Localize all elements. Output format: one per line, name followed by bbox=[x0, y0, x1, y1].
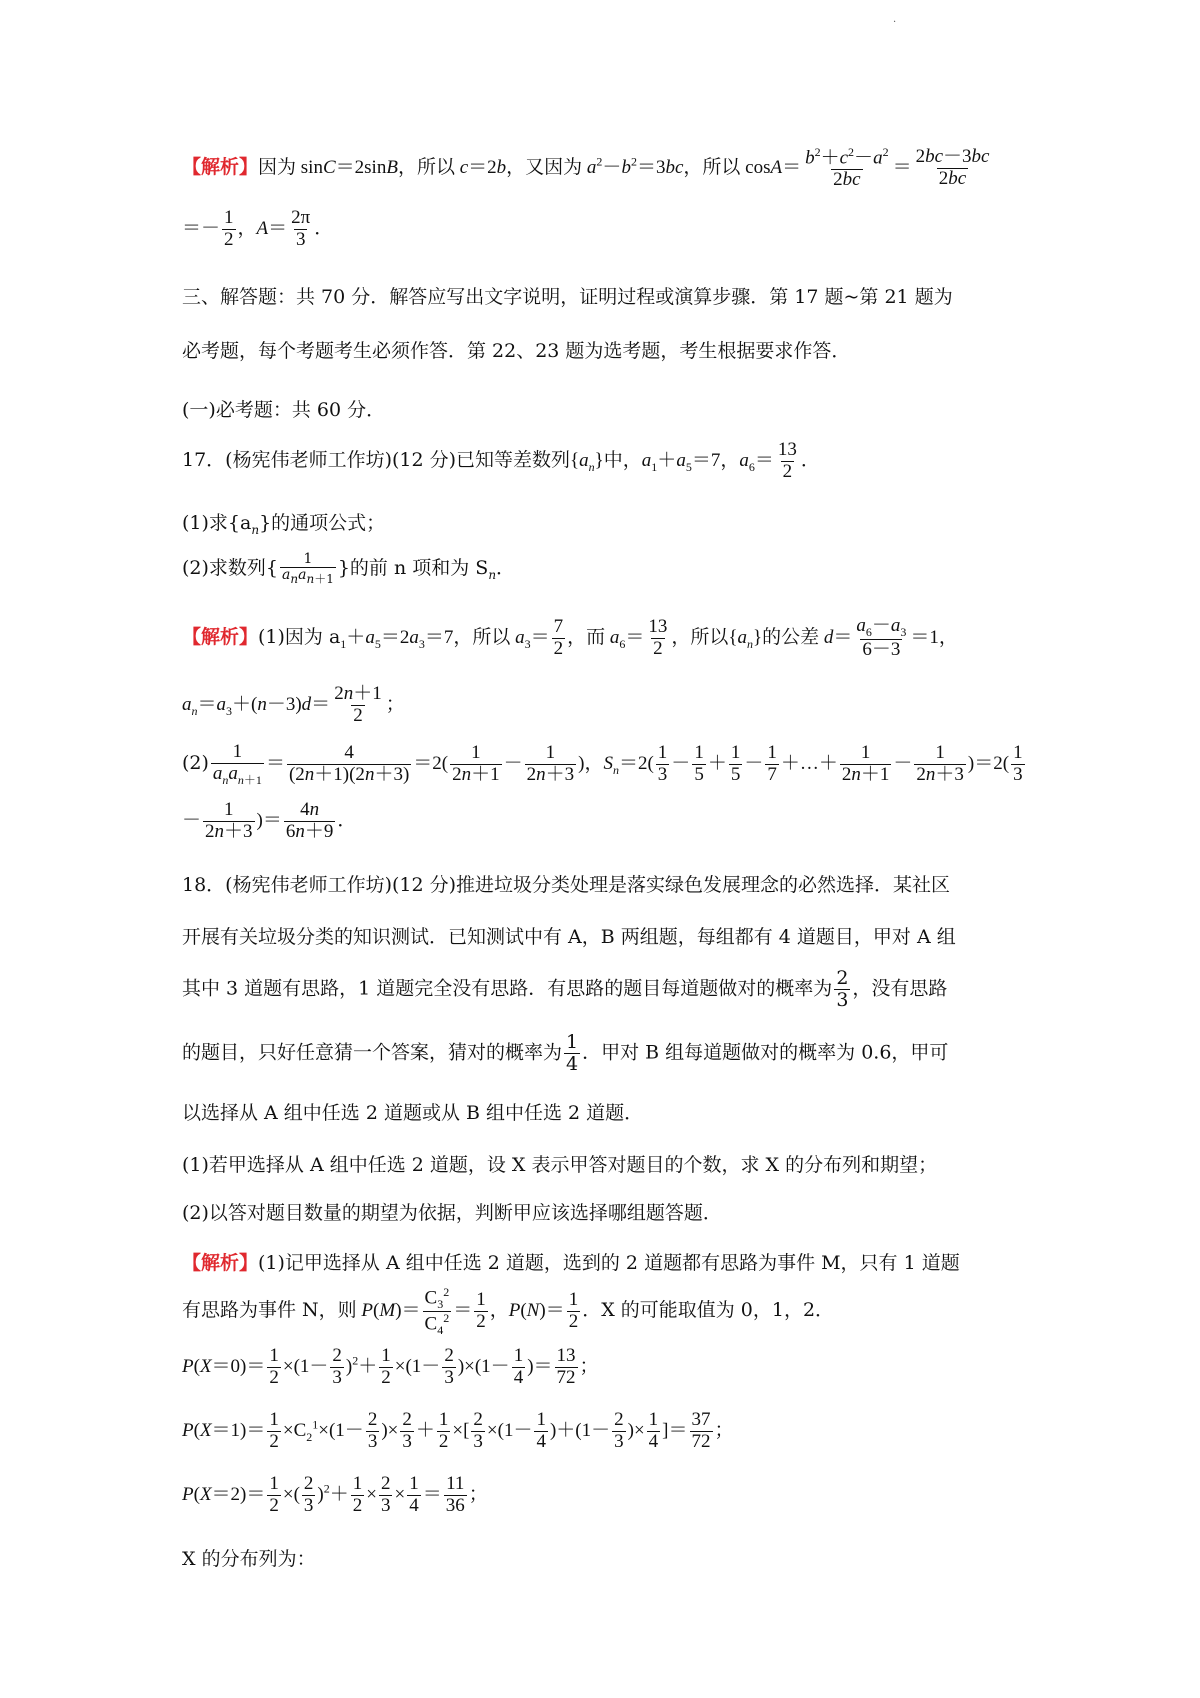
section-title-line2: 必考题，每个考题考生必须作答．第 22、23 题为选考题，考生根据要求作答． bbox=[182, 340, 851, 362]
section-title-line1: 三、解答题：共 70 分．解答应写出文字说明，证明过程或演算步骤．第 17 题~第 21 题为 bbox=[182, 286, 953, 308]
section-subtitle: (一)必考题：共 60 分． bbox=[182, 399, 386, 421]
q18-part2: (2)以答对题目数量的期望为依据，判断甲应该选择哪组题答题． bbox=[182, 1202, 722, 1224]
q17-solution-line1: 【解析】(1)因为 $a_1+a_5=2a_3=7$，所以 $a_3=$ $\frac{7}{2}$ ，而 $a_6=$ $\frac{13}{2}$ ，所以$\{a_n\}$的公差 d＝ $\frac{a_6-a_3}{6-3}$ ＝1， bbox=[182, 615, 958, 660]
q17-part1: (1)求$\{a_n\}$的通项公式； bbox=[182, 512, 386, 537]
q17-stem: 17．(杨宪伟老师工作坊)(12 分)已知等差数列$\{a_n\}$中，$a_1+a_5=7$，$a_6=$ $\frac{13}{2}$ ． bbox=[182, 439, 820, 482]
q17-solution-line3: (2) $\frac{1}{a_na_{n+1}}$ ＝ $\frac{4}{(2n+1)(2n+3)}$ ＝2( $\frac{1}{2n+1}$ － $\frac{1}{2n+3}$ )，$S_n=2$( $\frac{1}{3}$ － $\frac{1}{5}$ ＋ $\frac{1}{5}$ － $\frac{1}{7}$ ＋…＋ $\frac{1}{2n+1}$ － $\frac{1}{2n+3}$ )＝2( $\frac{1}{3}$ bbox=[182, 741, 1023, 787]
page-mark: . bbox=[893, 14, 897, 25]
q18-px0: P(X＝0)＝ $\frac{1}{2}$ ×(1－ $\frac{2}{3}$ )$^2$＋ $\frac{1}{2}$ ×(1－ $\frac{2}{3}$ )×(1－ $\frac{1}{4}$ )＝ $\frac{13}{72}$ ； bbox=[182, 1345, 599, 1388]
q18-stem-line1: 18．(杨宪伟老师工作坊)(12 分)推进垃圾分类处理是落实绿色发展理念的必然选择．某社区 bbox=[182, 874, 951, 896]
q18-solution-line2: 有思路为事件 N，则 P(M)＝ $\frac{C_3^2}{C_4^2}$ ＝ $\frac{1}{2}$ ，P(N)＝ $\frac{1}{2}$ ．X 的可能取值为 0，1，2． bbox=[182, 1285, 835, 1338]
q18-part1: (1)若甲选择从 A 组中任选 2 道题，设 X 表示甲答对题目的个数，求 X 的分布列和期望； bbox=[182, 1154, 938, 1176]
q18-px2: P(X＝2)＝ $\frac{1}{2}$ ×( $\frac{2}{3}$ )$^2$＋ $\frac{1}{2}$ × $\frac{2}{3}$ × $\frac{1}{4}$ ＝ $\frac{11}{36}$ ； bbox=[182, 1473, 488, 1516]
jiexi-label: 【解析】 bbox=[182, 155, 259, 178]
q18-stem-line3: 其中 3 道题有思路，1 道题完全没有思路．有思路的题目每道题做对的概率为 $\frac{2}{3}$ ，没有思路 bbox=[182, 967, 948, 1011]
q18-solution-line1: 【解析】(1)记甲选择从 A 组中任选 2 道题，选到的 2 道题都有思路为事件 M，只有 1 道题 bbox=[182, 1252, 960, 1274]
q18-stem-line2: 开展有关垃圾分类的知识测试．已知测试中有 A，B 两组题，每组都有 4 道题目，甲对 A 组 bbox=[182, 926, 956, 948]
prev-solution-line2: ＝－ $\frac{1}{2}$ ，A＝ $\frac{2\pi}{3}$ ． bbox=[182, 207, 334, 250]
q18-stem-line5: 以选择从 A 组中任选 2 道题或从 B 组中任选 2 道题． bbox=[182, 1102, 644, 1124]
q18-px1: P(X＝1)＝ $\frac{1}{2}$ $\times C_2^1\times(1-$ $\frac{2}{3}$ )× $\frac{2}{3}$ ＋ $\frac{1}{2}$ ×[ $\frac{2}{3}$ ×(1－ $\frac{1}{4}$ )＋(1－ $\frac{2}{3}$ )× $\frac{1}{4}$ ]＝ $\frac{37}{72}$ ； bbox=[182, 1409, 734, 1452]
q17-part2: (2)求数列{ $\frac{1}{a_na_{n+1}}$ }的前 n 项和为 $S_n$． bbox=[182, 551, 516, 587]
q18-stem-line4: 的题目，只好任意猜一个答案，猜对的概率为 $\frac{1}{4}$ ．甲对 B 组每道题做对的概率为 0.6，甲可 bbox=[182, 1031, 949, 1075]
prev-solution-line1: 【解析】因为 sinC＝2sinB，所以 c＝2b，又因为 $a^2-b^2=3bc$，所以 cosA＝ $\frac{b^2+c^2-a^2}{2bc}$ ＝ $\frac{2bc-3bc}{2bc}$ bbox=[182, 145, 990, 191]
q17-solution-line4: － $\frac{1}{2n+3}$ )＝ $\frac{4n}{6n+9}$ ． bbox=[182, 799, 357, 842]
q18-distribution-label: X 的分布列为： bbox=[182, 1548, 316, 1570]
q17-solution-line2: $a_n=a_3+(n-3)d=$ $\frac{2n+1}{2}$ ； bbox=[182, 683, 405, 726]
